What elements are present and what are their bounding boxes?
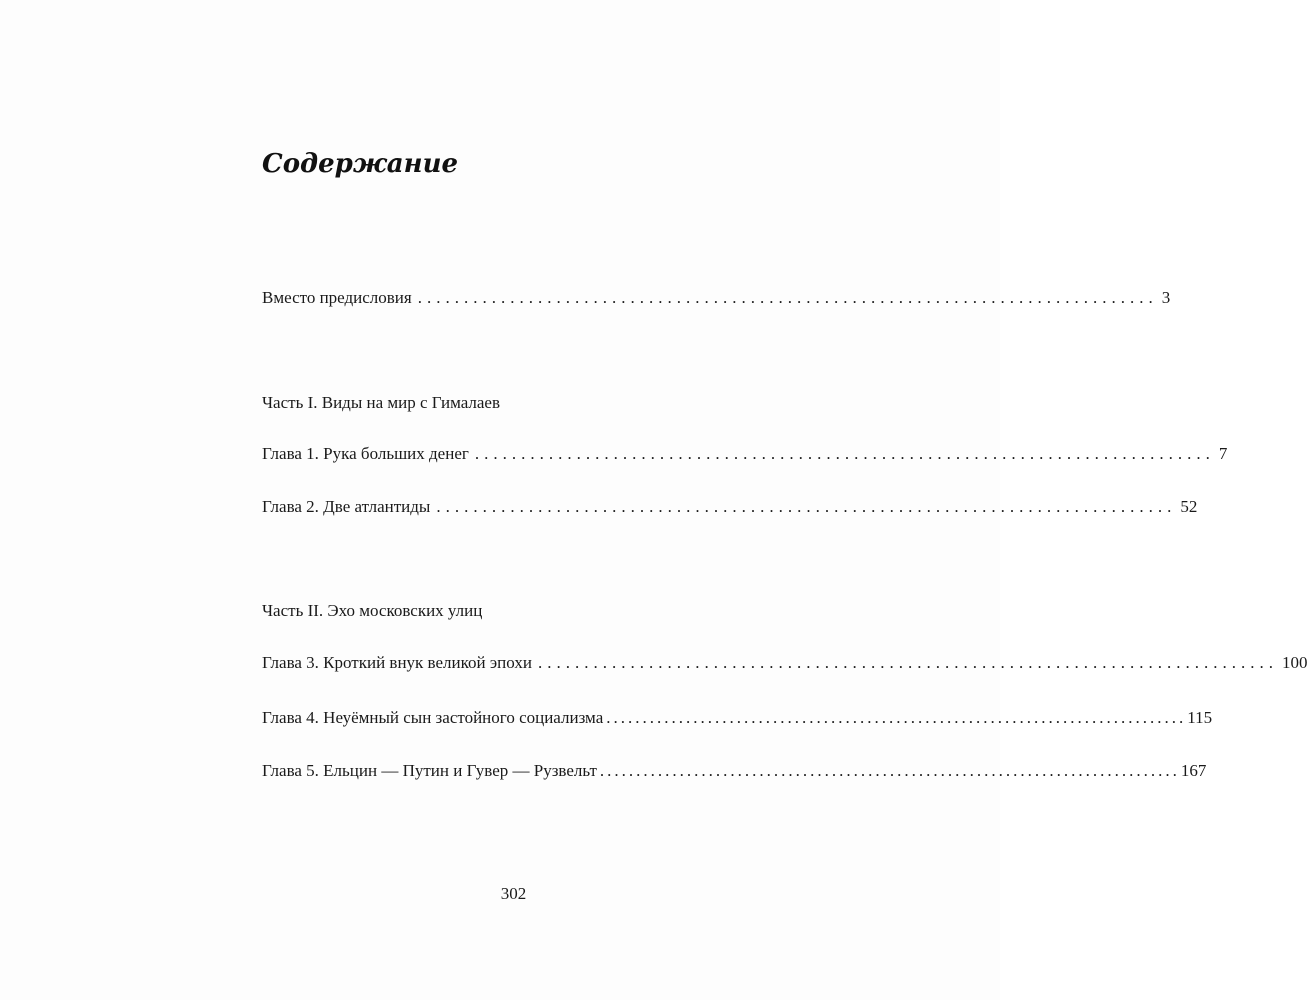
- toc-page-number: 52: [1180, 497, 1198, 516]
- contents-title: Содержание: [262, 149, 459, 179]
- toc-entry-label: Глава 4. Неуёмный сын застойного социализма: [262, 708, 604, 727]
- toc-entry-label: Вместо предисловия: [262, 288, 412, 307]
- dot-leader: ................................................................................: [599, 761, 1180, 780]
- toc-page-number: 115: [1187, 708, 1213, 727]
- toc-entry-intro: [262, 285, 1171, 311]
- toc-page-number: 3: [1161, 288, 1171, 307]
- part-heading-1: Часть I. Виды на мир с Гималаев: [262, 393, 500, 412]
- toc-entry-chapter-5: [262, 758, 1207, 784]
- toc-entry-label: Глава 2. Две атлантиды: [262, 497, 431, 516]
- toc-entry-chapter-4: [262, 705, 1213, 731]
- toc-entry-chapter-3: [262, 650, 1307, 676]
- toc-entry-label: Глава 1. Рука больших денег: [262, 444, 469, 463]
- toc-page-number: 7: [1218, 444, 1228, 463]
- toc-entry-chapter-2: [262, 494, 1198, 520]
- toc-page-number: 100: [1281, 653, 1307, 672]
- dot-leader: ................................................................................: [606, 708, 1187, 727]
- toc-entry-chapter-1: [262, 441, 1228, 467]
- dot-leader: ................................................................................: [537, 653, 1278, 672]
- toc-page-number: 167: [1180, 761, 1207, 780]
- toc-entry-label: Глава 3. Кроткий внук великой эпохи: [262, 653, 532, 672]
- dot-leader: ................................................................................: [417, 288, 1158, 307]
- toc-entry-label: Глава 5. Ельцин — Путин и Гувер — Рузвельт: [262, 761, 597, 780]
- dot-leader: ................................................................................: [474, 444, 1215, 463]
- page-number: 302: [500, 884, 527, 903]
- part-heading-2: Часть II. Эхо московских улиц: [262, 601, 483, 620]
- dot-leader: ................................................................................: [436, 497, 1177, 516]
